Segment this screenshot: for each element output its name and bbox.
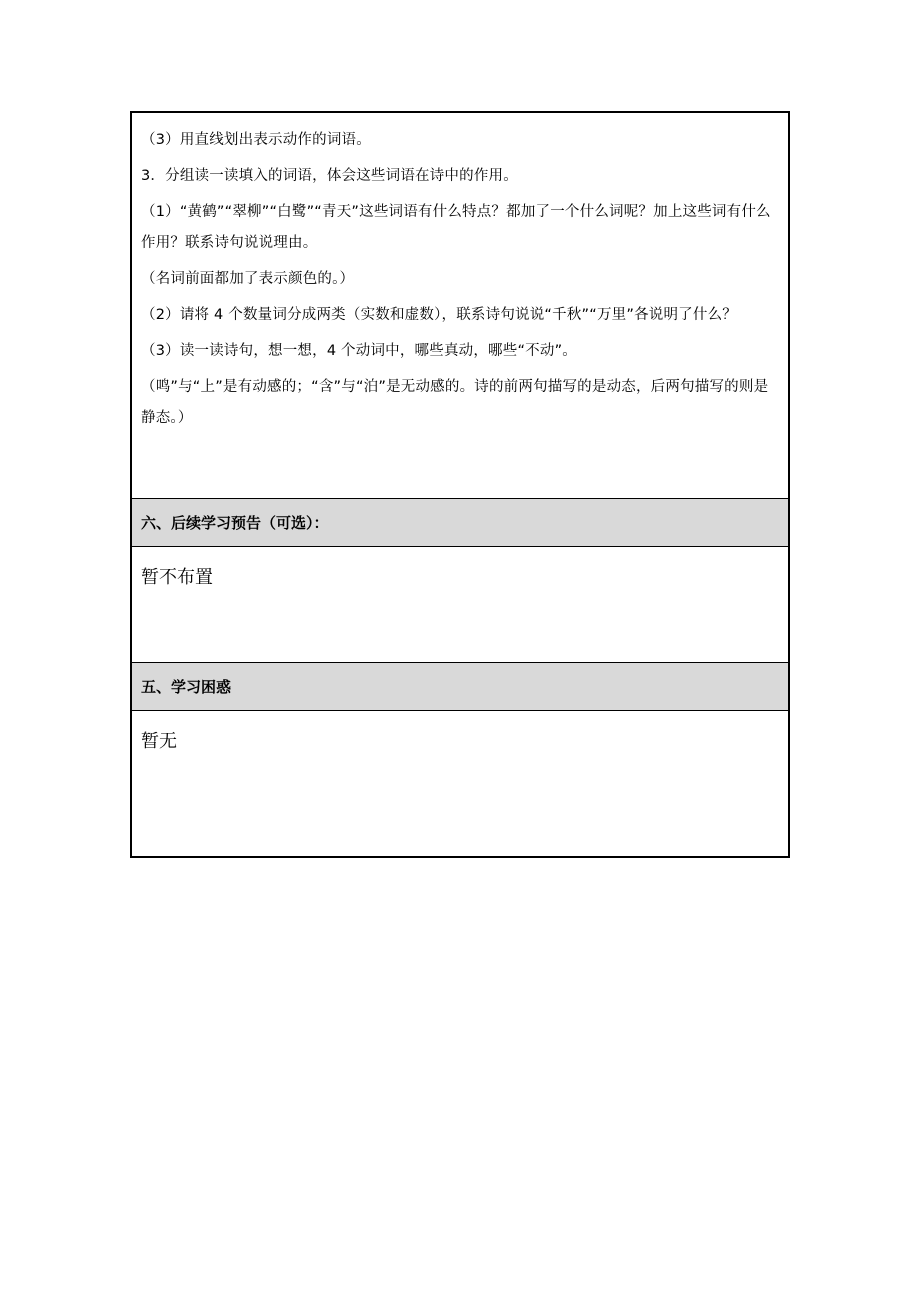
section-header-confusion: 五、学习困惑 bbox=[132, 662, 788, 710]
exercise-paragraph: （2）请将 4 个数量词分成两类（实数和虚数），联系诗句说说“千秋”“万里”各说明了什么？ bbox=[141, 307, 737, 323]
section-header-preview: 六、后续学习预告（可选）： bbox=[132, 498, 788, 546]
section-answer-confusion bbox=[132, 710, 788, 856]
exercise-paragraph: 3．分组读一读填入的词语，体会这些词语在诗中的作用。 bbox=[141, 168, 518, 184]
answer-text: 暂无 bbox=[141, 731, 177, 752]
exercise-paragraph: （3）用直线划出表示动作的词语。 bbox=[141, 132, 371, 148]
exercise-paragraph: （鸣”与“上”是有动感的；“含”与“泊”是无动感的。诗的前两句描写的是动态，后两句描写的则是静态。） bbox=[141, 379, 769, 426]
answer-text: 暂不布置 bbox=[141, 567, 213, 588]
section-answer-preview bbox=[132, 546, 788, 662]
exercise-paragraph: （3）读一读诗句，想一想，4 个动词中，哪些真动，哪些“不动”。 bbox=[141, 343, 577, 359]
worksheet-table bbox=[130, 111, 790, 858]
exercise-paragraph: （名词前面都加了表示颜色的。） bbox=[141, 271, 355, 287]
exercise-content-cell bbox=[132, 113, 788, 498]
exercise-paragraph: （1）“黄鹤”“翠柳”“白鹭”“青天”这些词语有什么特点？都加了一个什么词呢？加上这些词有什么作用？联系诗句说说理由。 bbox=[141, 204, 771, 251]
